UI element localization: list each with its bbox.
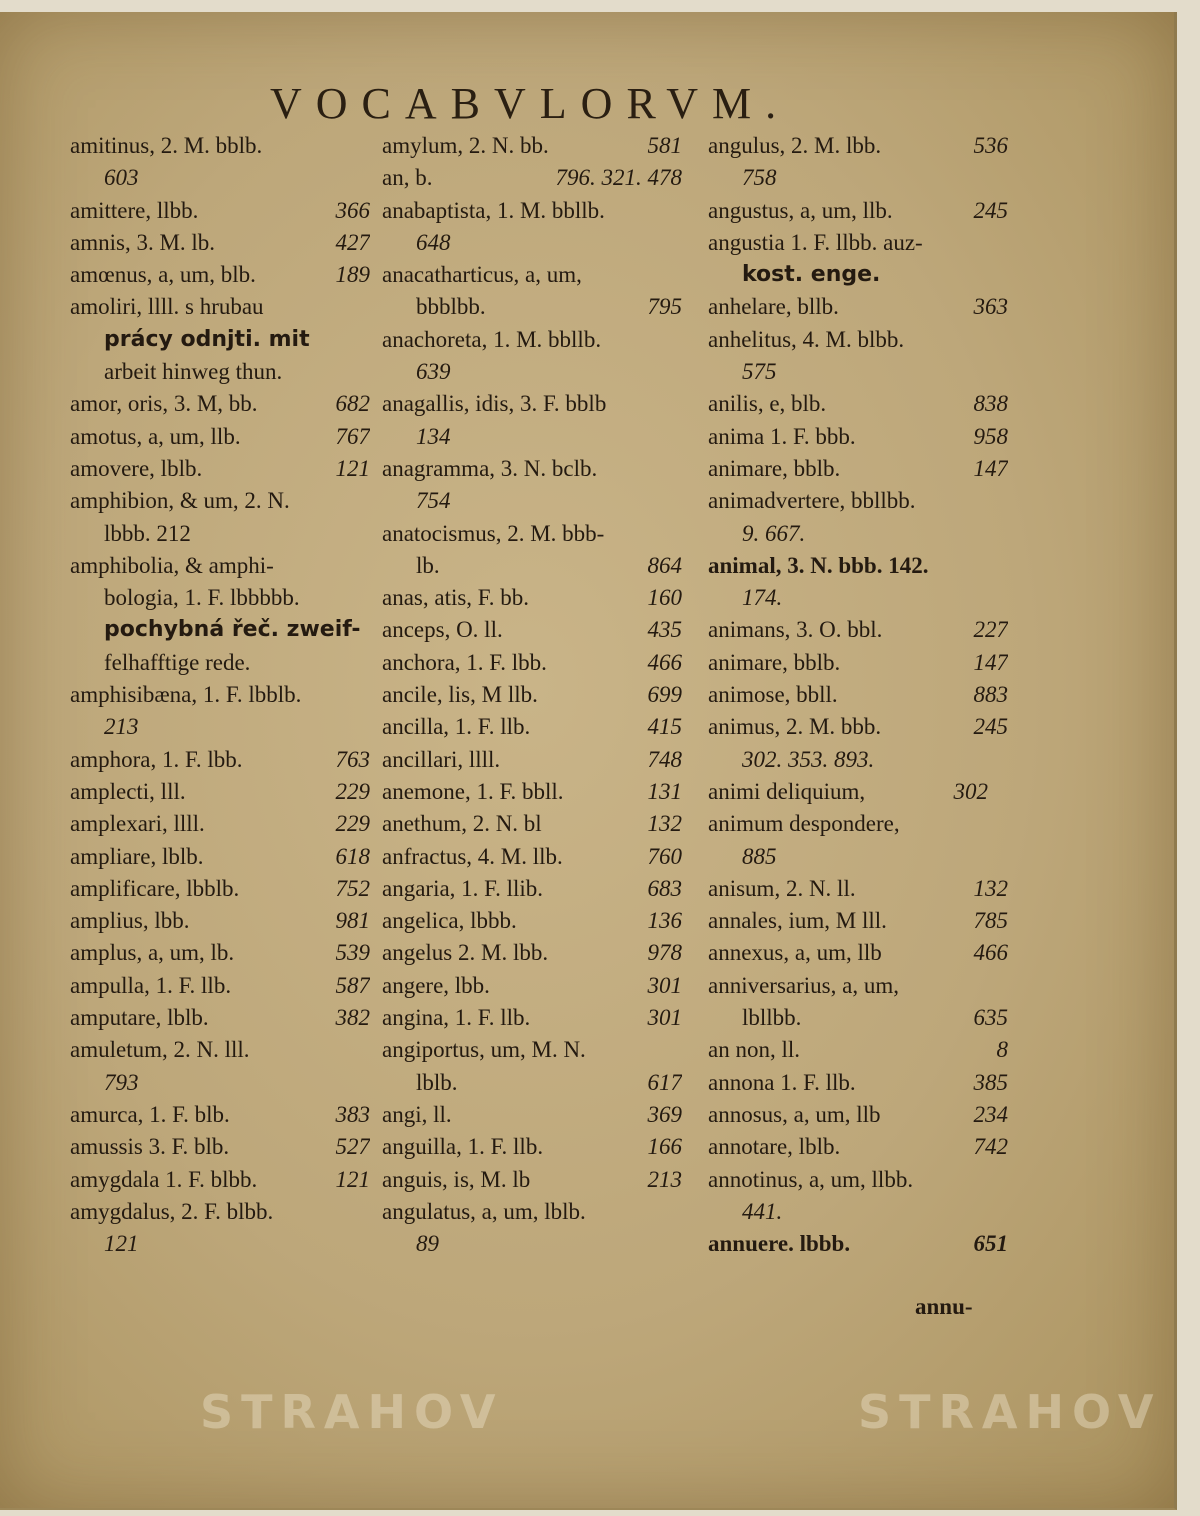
entry-line xyxy=(708,518,1008,550)
entry-animose xyxy=(708,679,1008,711)
entry-anagramma xyxy=(382,453,682,485)
entry-text: amovere, lblb. xyxy=(70,455,203,481)
entry-translation xyxy=(70,614,370,646)
entry-text: amplus, a, um, lb. xyxy=(70,940,235,966)
entry-ampulla xyxy=(70,970,370,1002)
entry-angina xyxy=(382,1002,682,1034)
entry-anabaptista xyxy=(382,195,682,227)
entry-text: angustia 1. F. llbb. auz- xyxy=(708,229,923,255)
page-ref: 763 xyxy=(335,746,370,772)
page-ref: 981 xyxy=(335,908,370,934)
entry-translation xyxy=(70,356,370,388)
page-ref: 366 xyxy=(335,197,370,223)
entry-text: angulus, 2. M. lbb. xyxy=(708,133,882,158)
entry-animus xyxy=(708,711,1008,743)
page-ref: 617 xyxy=(647,1069,682,1095)
page-ref: 8 xyxy=(996,1037,1008,1063)
entry-line xyxy=(382,1067,682,1099)
entry-amuletum xyxy=(70,1034,370,1066)
entry-text: amphibolia, & amphi- xyxy=(70,552,274,578)
entry-text: amputare, lblb. xyxy=(70,1005,209,1031)
page-ref: 748 xyxy=(647,746,682,772)
entry-anguis xyxy=(382,1164,682,1196)
entry-anemone xyxy=(382,776,682,808)
page-ref: 795 xyxy=(647,294,682,320)
entry-annotare xyxy=(708,1131,1008,1163)
page-ref: 134 xyxy=(416,423,451,449)
entry-angaria xyxy=(382,873,682,905)
entry-ancilla xyxy=(382,711,682,743)
page-ref: 213 xyxy=(647,1166,682,1192)
entry-ancile xyxy=(382,679,682,711)
entry-text: lb. xyxy=(416,552,440,578)
page-ref: 441. xyxy=(742,1198,783,1224)
page-ref: 785 xyxy=(973,908,1008,934)
page-ref: 89 xyxy=(416,1231,439,1257)
entry-amputare xyxy=(70,1002,370,1034)
entry-line xyxy=(382,485,682,517)
entry-line xyxy=(70,711,370,743)
entry-text: lbbb. 212 xyxy=(104,520,191,546)
page-ref: 838 xyxy=(973,391,1008,417)
entry-annosus xyxy=(708,1099,1008,1131)
entry-amnis xyxy=(70,227,370,259)
entry-anisum xyxy=(708,873,1008,905)
entry-angulus xyxy=(708,130,1008,162)
page-ref: 466 xyxy=(647,649,682,675)
entry-animi-deliquium xyxy=(708,776,1008,808)
entry-animare-2 xyxy=(708,647,1008,679)
page-ref: 229 xyxy=(335,811,370,837)
entry-angustia xyxy=(708,227,1008,259)
page-ref: 742 xyxy=(973,1134,1008,1160)
entry-text: amotus, a, um, llb. xyxy=(70,423,241,449)
entry-line xyxy=(382,356,682,388)
entry-line xyxy=(708,582,1008,614)
page-ref: 793 xyxy=(104,1069,139,1095)
entry-line xyxy=(382,550,682,582)
entry-amygdalus xyxy=(70,1196,370,1228)
entry-text: anisum, 2. N. ll. xyxy=(708,875,856,901)
entry-text: anhelare, bllb. xyxy=(708,294,839,320)
entry-text: angaria, 1. F. llib. xyxy=(382,875,544,901)
entry-text: animal, 3. N. bbb. 142. xyxy=(708,552,929,578)
entry-text: amittere, llbb. xyxy=(70,197,199,223)
entry-anhelare xyxy=(708,291,1008,323)
entry-an xyxy=(382,162,682,194)
page-ref: 131 xyxy=(647,778,682,804)
page-ref: 245 xyxy=(973,714,1008,740)
entry-line xyxy=(382,1228,682,1260)
page-ref: 618 xyxy=(335,843,370,869)
page-ref: 883 xyxy=(973,682,1008,708)
entry-line xyxy=(70,1228,370,1260)
entry-anagallis xyxy=(382,388,682,420)
page-ref: 301 xyxy=(647,972,682,998)
entry-text: anas, atis, F. bb. xyxy=(382,585,530,611)
entry-text: arbeit hinweg thun. xyxy=(104,359,283,385)
page-ref: 639 xyxy=(416,359,451,385)
page-ref: 229 xyxy=(335,778,370,804)
entry-anniversarius xyxy=(708,970,1008,1002)
page-ref: 363 xyxy=(973,294,1008,320)
page-ref: 581 xyxy=(647,133,682,158)
entry-text: annuere. lbbb. xyxy=(708,1231,851,1257)
page-ref: 245 xyxy=(973,197,1008,223)
entry-amoenus xyxy=(70,259,370,291)
entry-animans xyxy=(708,614,1008,646)
entry-text: ancillari, llll. xyxy=(382,746,501,772)
column-2 xyxy=(382,130,682,1260)
entry-text: anemone, 1. F. bbll. xyxy=(382,778,564,804)
entry-translation xyxy=(70,647,370,679)
entry-angere xyxy=(382,970,682,1002)
page-ref: 752 xyxy=(335,875,370,901)
entry-amittere xyxy=(70,195,370,227)
page-ref: 536 xyxy=(973,133,1008,158)
entry-line xyxy=(708,841,1008,873)
entry-anethum xyxy=(382,808,682,840)
entry-text: anguis, is, M. lb xyxy=(382,1166,531,1192)
page-title: VOCABVLORVM. xyxy=(270,79,791,128)
entry-text: anceps, O. ll. xyxy=(382,617,503,643)
entry-annona xyxy=(708,1067,1008,1099)
catchword: annu- xyxy=(915,1294,973,1319)
entry-text: amuletum, 2. N. lll. xyxy=(70,1037,250,1063)
entry-text: amphibion, & um, 2. N. xyxy=(70,488,290,514)
entry-text: anima 1. F. bbb. xyxy=(708,423,856,449)
entry-line xyxy=(70,582,370,614)
entry-anima xyxy=(708,421,1008,453)
page-ref: 147 xyxy=(973,649,1008,675)
entry-text: anhelitus, 4. M. blbb. xyxy=(708,326,905,352)
page-ref: 121 xyxy=(335,1166,370,1192)
page-ref: 699 xyxy=(647,682,682,708)
page-ref: 760 xyxy=(647,843,682,869)
entry-text: amussis 3. F. blb. xyxy=(70,1134,230,1160)
entry-text: amplius, lbb. xyxy=(70,908,190,934)
entry-annales xyxy=(708,905,1008,937)
entry-text: anfractus, 4. M. llb. xyxy=(382,843,563,869)
page-ref: 302. 353. 893. xyxy=(742,746,875,772)
page-ref: 9. 667. xyxy=(742,520,806,546)
entry-amylum xyxy=(382,130,682,162)
page-ref: 301 xyxy=(647,1005,682,1031)
page-ref: 415 xyxy=(647,714,682,740)
page-ref: 864 xyxy=(647,552,682,578)
entry-line xyxy=(70,518,370,550)
entry-text: angina, 1. F. llb. xyxy=(382,1005,531,1031)
entry-text: animum despondere, xyxy=(708,811,900,837)
entry-amitinus xyxy=(70,130,370,162)
page-ref: 539 xyxy=(335,940,370,966)
entry-annotinus xyxy=(708,1164,1008,1196)
entry-text: amphora, 1. F. lbb. xyxy=(70,746,243,772)
entry-text: prácy odnjti. mit xyxy=(104,326,310,352)
entry-text: pochybná řeč. zweif- xyxy=(104,617,361,643)
entry-text: amor, oris, 3. M, bb. xyxy=(70,391,258,417)
entry-anguilla xyxy=(382,1131,682,1163)
entry-angulatus xyxy=(382,1196,682,1228)
entry-text: amurca, 1. F. blb. xyxy=(70,1101,230,1127)
watermark-right: STRAHOV xyxy=(858,1385,1162,1439)
entry-text: felhafftige rede. xyxy=(104,649,251,675)
entry-text: animus, 2. M. bbb. xyxy=(708,714,882,740)
entry-text: animare, bblb. xyxy=(708,455,841,481)
entry-text: kost. enge. xyxy=(742,262,881,288)
entry-text: anilis, e, blb. xyxy=(708,391,827,417)
entry-amplificare xyxy=(70,873,370,905)
page-ref: 302 xyxy=(953,778,988,804)
page-ref: 136 xyxy=(647,908,682,934)
page-ref: 174. xyxy=(742,585,783,611)
page-ref: 682 xyxy=(335,391,370,417)
entry-text: lbllbb. xyxy=(742,1005,802,1031)
entry-text: an non, ll. xyxy=(708,1037,800,1063)
entry-text: amoliri, llll. s hrubau xyxy=(70,294,264,320)
entry-amovere xyxy=(70,453,370,485)
entry-text: annotinus, a, um, llbb. xyxy=(708,1166,914,1192)
page-ref: 147 xyxy=(973,455,1008,481)
entry-text: annales, ium, M lll. xyxy=(708,908,887,934)
watermark-left: STRAHOV xyxy=(200,1385,504,1439)
entry-text: animadvertere, bbllbb. xyxy=(708,488,916,514)
page-ref: 383 xyxy=(335,1101,370,1127)
entry-text: anabaptista, 1. M. bbllb. xyxy=(382,197,605,223)
entry-text: an, b. xyxy=(382,165,433,191)
page-ref: 160 xyxy=(647,585,682,611)
entry-text: anacatharticus, a, um, xyxy=(382,262,582,288)
entry-line xyxy=(708,162,1008,194)
entry-text: amitinus, 2. M. bblb. xyxy=(70,133,263,158)
entry-anas xyxy=(382,582,682,614)
entry-anatocismus xyxy=(382,518,682,550)
page-ref: 369 xyxy=(647,1101,682,1127)
page-ref: 603 xyxy=(104,165,139,191)
entry-line xyxy=(382,227,682,259)
entry-text: annexus, a, um, llb xyxy=(708,940,882,966)
entry-text: ancile, lis, M llb. xyxy=(382,682,538,708)
entry-text: amœnus, a, um, blb. xyxy=(70,262,256,288)
page-ref: 527 xyxy=(335,1134,370,1160)
entry-text: amplificare, lbblb. xyxy=(70,875,240,901)
entry-text: amplecti, lll. xyxy=(70,778,186,804)
entry-text: anagramma, 3. N. bclb. xyxy=(382,455,598,481)
entry-line xyxy=(708,1002,1008,1034)
entry-amplexari xyxy=(70,808,370,840)
entry-animare xyxy=(708,453,1008,485)
entry-annuere xyxy=(708,1228,1008,1260)
entry-text: angelus 2. M. lbb. xyxy=(382,940,549,966)
entry-text: anniversarius, a, um, xyxy=(708,972,899,998)
entry-text: angelica, lbbb. xyxy=(382,908,517,934)
entry-text: angiportus, um, M. N. xyxy=(382,1037,586,1063)
entry-text: annona 1. F. llb. xyxy=(708,1069,856,1095)
entry-text: amphisibæna, 1. F. lbblb. xyxy=(70,682,302,708)
entry-text: anachoreta, 1. M. bbllb. xyxy=(382,326,602,352)
entry-text: bbblbb. xyxy=(416,294,486,320)
page-ref: 121 xyxy=(335,455,370,481)
entry-text: amygdalus, 2. F. blbb. xyxy=(70,1198,274,1224)
page-ref: 648 xyxy=(416,229,451,255)
entry-ampliare xyxy=(70,841,370,873)
entry-text: angulatus, a, um, lblb. xyxy=(382,1198,586,1224)
page-ref: 651 xyxy=(973,1231,1008,1257)
entry-line xyxy=(382,291,682,323)
entry-angelus xyxy=(382,937,682,969)
entry-text: amnis, 3. M. lb. xyxy=(70,229,216,255)
entry-line xyxy=(70,1067,370,1099)
column-1 xyxy=(70,130,370,1260)
entry-annexus xyxy=(708,937,1008,969)
page-ref: 758 xyxy=(742,165,777,191)
entry-text: amplexari, llll. xyxy=(70,811,205,837)
entry-anfractus xyxy=(382,841,682,873)
entry-anacatharticus xyxy=(382,259,682,291)
entry-angelica xyxy=(382,905,682,937)
entry-text: amylum, 2. N. bb. xyxy=(382,133,549,158)
entry-animadvertere xyxy=(708,485,1008,517)
entry-ancillari xyxy=(382,744,682,776)
page-ref: 427 xyxy=(335,229,370,255)
page-ref: 978 xyxy=(647,940,682,966)
page-ref: 121 xyxy=(104,1231,139,1257)
entry-text: anethum, 2. N. bl xyxy=(382,811,542,837)
entry-amplius xyxy=(70,905,370,937)
entry-anhelitus xyxy=(708,324,1008,356)
page-ref: 385 xyxy=(973,1069,1008,1095)
page-ref: 227 xyxy=(973,617,1008,643)
entry-animal xyxy=(708,550,1008,582)
entry-amphibolia xyxy=(70,550,370,582)
page-ref: 767 xyxy=(335,423,370,449)
entry-text: angere, lbb. xyxy=(382,972,490,998)
entry-amoliri xyxy=(70,291,370,323)
page-ref: 213 xyxy=(104,714,139,740)
entry-angi xyxy=(382,1099,682,1131)
entry-amor xyxy=(70,388,370,420)
entry-angiportus xyxy=(382,1034,682,1066)
entry-angustus xyxy=(708,195,1008,227)
entry-amphora xyxy=(70,744,370,776)
entry-line xyxy=(708,744,1008,776)
page-ref: 683 xyxy=(647,875,682,901)
entry-text: lblb. xyxy=(416,1069,458,1095)
entry-amygdala xyxy=(70,1164,370,1196)
entry-text: anagallis, idis, 3. F. bblb xyxy=(382,391,607,417)
page-ref: 885 xyxy=(742,843,777,869)
entry-text: bologia, 1. F. lbbbbb. xyxy=(104,585,300,611)
page-ref: 132 xyxy=(973,875,1008,901)
entry-text: animi deliquium, xyxy=(708,778,866,804)
entry-text: angi, ll. xyxy=(382,1101,452,1127)
entry-text: annotare, lblb. xyxy=(708,1134,841,1160)
entry-text: animans, 3. O. bbl. xyxy=(708,617,883,643)
entry-text: ampulla, 1. F. llb. xyxy=(70,972,232,998)
page-ref: 466 xyxy=(973,940,1008,966)
page-ref: 189 xyxy=(335,262,370,288)
entry-translation xyxy=(70,324,370,356)
entry-an-non xyxy=(708,1034,1008,1066)
entry-anachoreta xyxy=(382,324,682,356)
page-ref: 635 xyxy=(973,1005,1008,1031)
page-ref: 575 xyxy=(742,359,777,385)
entry-text: animare, bblb. xyxy=(708,649,841,675)
entry-text: animose, bbll. xyxy=(708,682,838,708)
page-ref: 166 xyxy=(647,1134,682,1160)
entry-amphisibaena xyxy=(70,679,370,711)
page-ref: 234 xyxy=(973,1101,1008,1127)
page-ref: 958 xyxy=(973,423,1008,449)
entry-translation xyxy=(708,259,1008,291)
entry-amussis xyxy=(70,1131,370,1163)
entry-text: amygdala 1. F. blbb. xyxy=(70,1166,258,1192)
entry-amplecti xyxy=(70,776,370,808)
entry-text: anchora, 1. F. lbb. xyxy=(382,649,547,675)
entry-amurca xyxy=(70,1099,370,1131)
page-ref: 796. 321. 478 xyxy=(555,165,682,191)
page-ref: 132 xyxy=(647,811,682,837)
entry-text: annosus, a, um, llb xyxy=(708,1101,881,1127)
page-ref: 435 xyxy=(647,617,682,643)
entry-text: anatocismus, 2. M. bbb- xyxy=(382,520,605,546)
entry-text: anguilla, 1. F. llb. xyxy=(382,1134,544,1160)
page-ref: 382 xyxy=(335,1005,370,1031)
column-3 xyxy=(708,130,1008,1260)
entry-line xyxy=(70,162,370,194)
page-ref: 754 xyxy=(416,488,451,514)
entry-line xyxy=(708,356,1008,388)
entry-animum-despondere xyxy=(708,808,1008,840)
entry-amotus xyxy=(70,421,370,453)
entry-anchora xyxy=(382,647,682,679)
page-ref: 587 xyxy=(335,972,370,998)
entry-anilis xyxy=(708,388,1008,420)
entry-amphibion xyxy=(70,485,370,517)
entry-line xyxy=(708,1196,1008,1228)
entry-text: ancilla, 1. F. llb. xyxy=(382,714,531,740)
entry-anceps xyxy=(382,614,682,646)
entry-amplus xyxy=(70,937,370,969)
entry-line xyxy=(382,421,682,453)
entry-text: angustus, a, um, llb. xyxy=(708,197,893,223)
entry-text: ampliare, lblb. xyxy=(70,843,204,869)
